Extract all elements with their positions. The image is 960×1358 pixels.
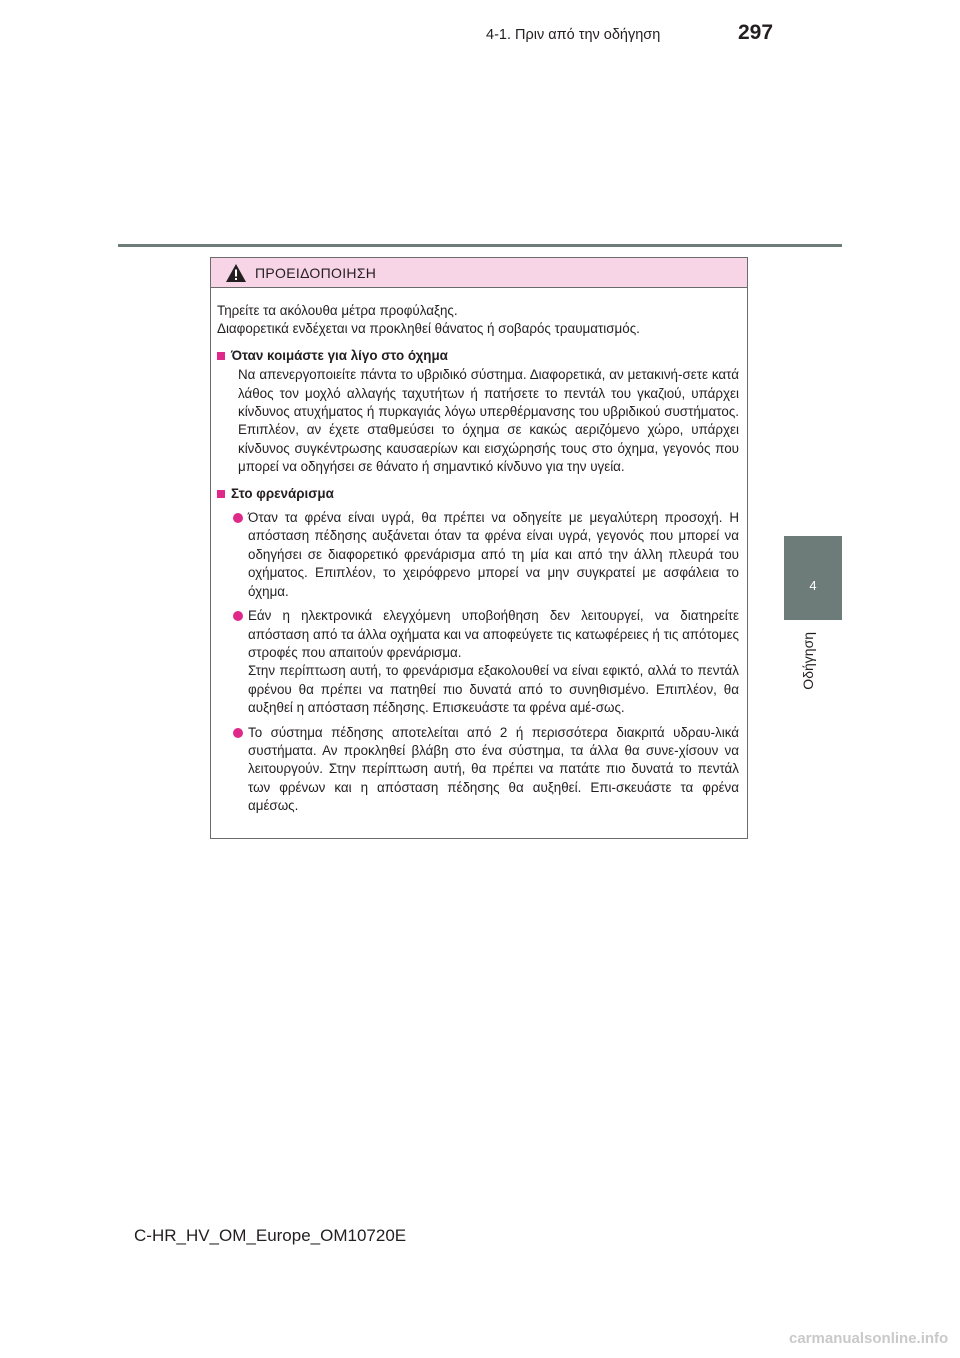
bullet-text: Όταν τα φρένα είναι υγρά, θα πρέπει να οδηγείτε με μεγαλύτερη προσοχή. Η απόσταση πέδησης αυξάνεται όταν τα φρένα είναι υγρά, γεγονός που μπορεί να οδηγήσει σε διαφορετικό φρενάρισμα από τη μία και από την άλλη πλευρά του οχήματος. Επιπλέον, το χειρόφρενο μπορεί να μην συγκρατεί με ασφάλεια το όχημα. <box>248 510 739 599</box>
bullet-item-hydraulic-systems <box>248 724 739 816</box>
bullet-text: Στην περίπτωση αυτή, το φρενάρισμα εξακολουθεί να είναι εφικτό, αλλά το πεντάλ φρένου θα πρέπει να πατηθεί πιο δυνατά από το συνηθισμένο. Επιπλέον, θα αυξηθεί η απόσταση πέδησης. Επισκευάστε τα φρένα αμέ-σως. <box>248 663 739 716</box>
chapter-label: Οδήγηση <box>800 632 816 690</box>
square-bullet-icon <box>217 490 225 498</box>
watermark: carmanualsonline.info <box>789 1330 949 1347</box>
warning-box <box>210 257 748 839</box>
warning-body <box>211 288 747 816</box>
header-rule <box>118 244 842 247</box>
chapter-number: 4 <box>809 578 817 593</box>
chapter-tab <box>784 536 842 620</box>
section-heading-text: Όταν κοιμάστε για λίγο στο όχημα <box>231 347 448 363</box>
warning-header <box>211 258 747 288</box>
warning-intro-line-1: Τηρείτε τα ακόλουθα μέτρα προφύλαξης. <box>217 303 458 318</box>
warning-intro-line-2: Διαφορετικά ενδέχεται να προκληθεί θάνατος ή σοβαρός τραυματισμός. <box>217 321 640 337</box>
bullet-text: Εάν η ηλεκτρονικά ελεγχόμενη υποβοήθηση δεν λειτουργεί, να διατηρείτε απόσταση από τα άλλα οχήματα και να αποφεύγετε τις κατωφέρειες ή τις απότομες στροφές που απαιτούν φρενάρισμα. <box>248 608 739 660</box>
footer-model-code: C-HR_HV_OM_Europe_OM10720E <box>134 1226 407 1245</box>
section-heading-text: Στο φρενάρισμα <box>231 485 334 501</box>
section-heading-sleeping <box>217 347 739 365</box>
bullet-text: Το σύστημα πέδησης αποτελείται από 2 ή περισσότερα διακριτά υδραυ-λικά συστήματα. Αν προκληθεί βλάβη στο ένα σύστημα, τα άλλα θα συνε-χίσουν να λειτουργούν. Στην περίπτωση αυτή, θα πρέπει να πατάτε πιο δυνατά το πεντάλ των φρένων και η απόσταση πέδησης θα αυξηθεί. Επι-σκευάστε τα φρένα αμέσως. <box>248 724 739 814</box>
section-heading-braking <box>217 485 739 503</box>
bullet-item-brake-assist <box>248 607 739 717</box>
bullet-item-wet-brakes <box>248 509 739 601</box>
header-section-title: 4-1. Πριν από την οδήγηση <box>486 27 661 43</box>
round-bullet-icon <box>233 513 243 523</box>
page-number: 297 <box>738 21 774 44</box>
warning-title: ΠΡΟΕΙΔΟΠΟΙΗΣΗ <box>255 264 377 281</box>
section-paragraph-sleeping: Να απενεργοποιείτε πάντα το υβριδικό σύστημα. Διαφορετικά, αν μετακινή-σετε κατά λάθος τον μοχλό αλλαγής ταχυτήτων ή πατήσετε το πεντάλ του γκαζιού, υπάρχει κίνδυνος ατυχήματος ή πυρκαγιάς λόγω υπερθέρμανσης του υβριδικού συστήματος. Επιπλέον, αν έχετε σταθμεύσει το όχημα σε κακώς αεριζόμενο χώρο, υπάρχει κίνδυνος συγκέντρωσης καυσαερίων και εισχώρησής τους στο όχημα, γεγονός που μπορεί να οδηγήσει σε θάνατο ή σημαντικό κίνδυνο για την υγεία. <box>238 367 739 475</box>
square-bullet-icon <box>217 352 225 360</box>
round-bullet-icon <box>233 611 243 621</box>
warning-triangle-icon <box>225 263 247 283</box>
round-bullet-icon <box>233 728 243 738</box>
